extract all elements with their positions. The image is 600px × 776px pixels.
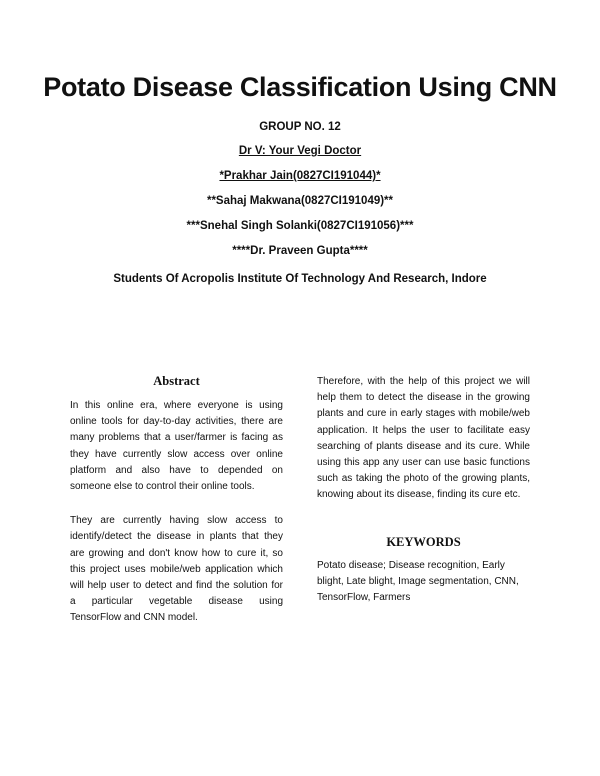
author-4: ****Dr. Praveen Gupta**** [232,245,368,257]
paragraph-spacer [70,495,283,513]
left-column [70,374,283,627]
author-1: *Prakhar Jain(0827CI191044)* [219,170,381,182]
keywords-text: Potato disease; Disease recognition, Early blight, Late blight, Image segmentation, CNN, TensorFlow, Farmers [317,559,519,604]
paper-title: Potato Disease Classification Using CNN [43,72,557,102]
keywords-heading: KEYWORDS [386,534,461,549]
abstract-paragraph-2: They are currently having slow access to identify/detect the disease in plants that they are growing and don't know how to cure it, so this project uses mobile/web application which will help user to detect and find the solution for a particular vegetable disease using TensorFlow and CNN model. [70,515,283,624]
group-number: GROUP NO. 12 [259,121,341,133]
abstract-heading: Abstract [153,374,200,388]
affiliation: Students Of Acropolis Institute Of Technology And Research, Indore [113,273,487,285]
abstract-paragraph-3: Therefore, with the help of this project we will help them to detect the disease in the growing plants and cure in early stages with mobile/web application. It helps the user to facilitate easy searching of plants disease and its cure. While using this app any user can use basic functions such as taking the photo of the growing plants, knowing about its disease, finding its cure etc. [317,376,530,501]
right-column [317,374,530,606]
author-3: ***Snehal Singh Solanki(0827CI191056)*** [186,220,414,232]
team-name: Dr V: Your Vegi Doctor [238,145,362,157]
abstract-paragraph-1: In this online era, where everyone is using online tools for day-to-day activities, there are many problems that a user/farmer is facing as they have currently slow access over online platform and also have to depended on someone else to control their online tools. [70,400,283,493]
author-2: **Sahaj Makwana(0827CI191049)** [206,195,394,207]
